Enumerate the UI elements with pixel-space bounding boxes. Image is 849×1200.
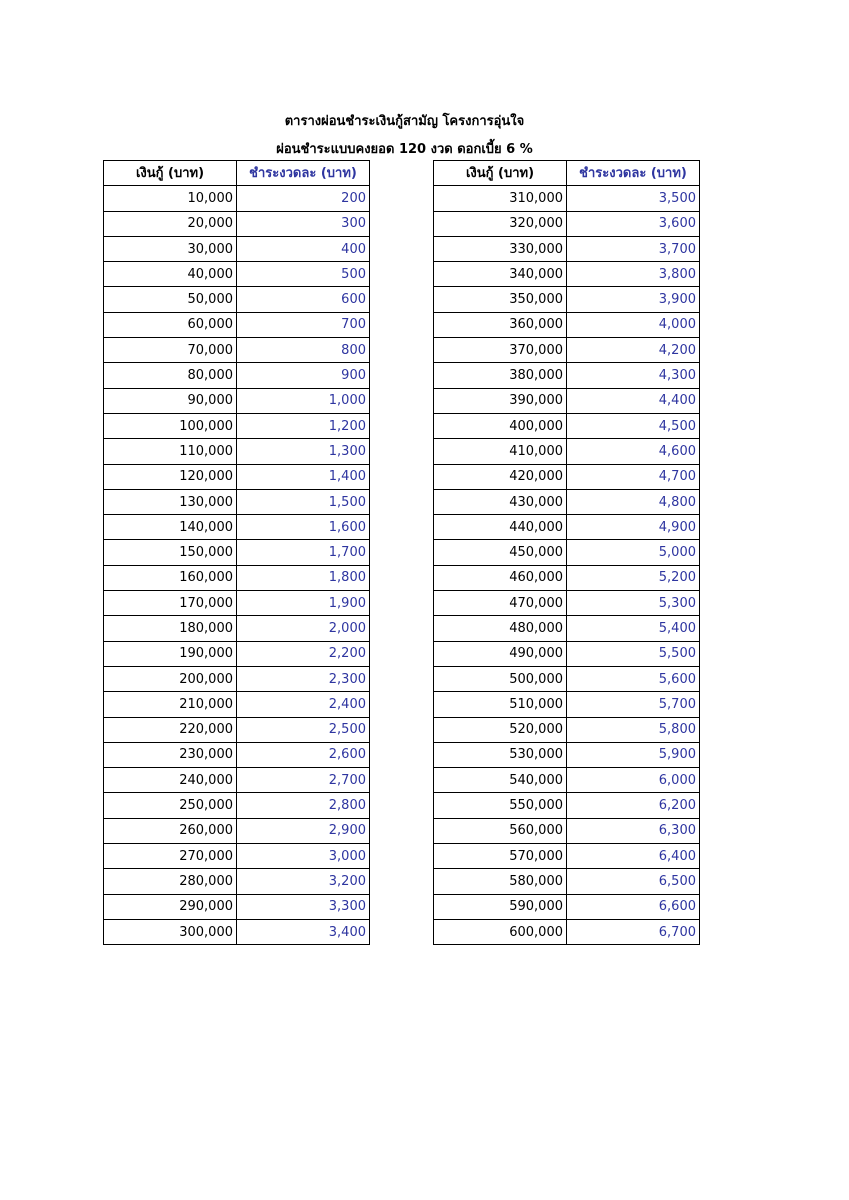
- table-row: [104, 666, 370, 691]
- table-row: [434, 641, 700, 666]
- table-row: [104, 844, 370, 869]
- installment-cell: 6,400: [567, 844, 700, 869]
- installment-cell: 5,800: [567, 717, 700, 742]
- table-row: [434, 186, 700, 211]
- table-row: [104, 363, 370, 388]
- installment-cell: 4,500: [567, 413, 700, 438]
- loan-amount-cell: 30,000: [104, 236, 237, 261]
- loan-amount-cell: 270,000: [104, 844, 237, 869]
- installment-cell: 3,900: [567, 287, 700, 312]
- loan-amount-cell: 320,000: [434, 211, 567, 236]
- table-row: [104, 464, 370, 489]
- loan-amount-cell: 450,000: [434, 540, 567, 565]
- installment-cell: 2,800: [237, 793, 370, 818]
- installment-cell: 4,800: [567, 489, 700, 514]
- loan-amount-cell: 190,000: [104, 641, 237, 666]
- loan-amount-cell: 280,000: [104, 869, 237, 894]
- loan-amount-cell: 50,000: [104, 287, 237, 312]
- loan-amount-cell: 70,000: [104, 338, 237, 363]
- loan-amount-cell: 260,000: [104, 818, 237, 843]
- table-row: [434, 591, 700, 616]
- loan-amount-cell: 80,000: [104, 363, 237, 388]
- installment-cell: 1,900: [237, 591, 370, 616]
- loan-amount-cell: 170,000: [104, 591, 237, 616]
- installment-cell: 1,300: [237, 439, 370, 464]
- payment-table-right: [433, 160, 700, 945]
- loan-amount-cell: 200,000: [104, 666, 237, 691]
- installment-cell: 2,900: [237, 818, 370, 843]
- installment-cell: 4,000: [567, 312, 700, 337]
- installment-cell: 3,300: [237, 894, 370, 919]
- loan-amount-cell: 230,000: [104, 742, 237, 767]
- installment-cell: 2,200: [237, 641, 370, 666]
- loan-amount-cell: 400,000: [434, 413, 567, 438]
- loan-amount-cell: 480,000: [434, 616, 567, 641]
- installment-cell: 2,600: [237, 742, 370, 767]
- installment-cell: 5,700: [567, 692, 700, 717]
- installment-cell: 3,200: [237, 869, 370, 894]
- table-row: [104, 287, 370, 312]
- loan-amount-cell: 560,000: [434, 818, 567, 843]
- table-row: [104, 869, 370, 894]
- installment-cell: 1,400: [237, 464, 370, 489]
- table-row: [104, 439, 370, 464]
- installment-cell: 3,700: [567, 236, 700, 261]
- table-body: [434, 186, 700, 945]
- table-row: [104, 793, 370, 818]
- table-row: [434, 413, 700, 438]
- installment-cell: 1,200: [237, 413, 370, 438]
- table-row: [104, 591, 370, 616]
- loan-amount-cell: 600,000: [434, 919, 567, 944]
- table-row: [434, 338, 700, 363]
- loan-amount-cell: 240,000: [104, 768, 237, 793]
- page-subtitle: ผ่อนชำระแบบคงยอด 120 งวด ดอกเบี้ย 6 %: [276, 142, 533, 157]
- installment-cell: 4,200: [567, 338, 700, 363]
- loan-amount-cell: 310,000: [434, 186, 567, 211]
- loan-amount-cell: 350,000: [434, 287, 567, 312]
- header-row: [104, 161, 370, 186]
- loan-amount-cell: 110,000: [104, 439, 237, 464]
- loan-amount-cell: 490,000: [434, 641, 567, 666]
- table-row: [104, 616, 370, 641]
- table-row: [434, 565, 700, 590]
- table-row: [434, 515, 700, 540]
- installment-cell: 6,200: [567, 793, 700, 818]
- table-body: [104, 186, 370, 945]
- loan-amount-cell: 580,000: [434, 869, 567, 894]
- loan-amount-cell: 410,000: [434, 439, 567, 464]
- table-row: [104, 262, 370, 287]
- loan-amount-cell: 550,000: [434, 793, 567, 818]
- loan-amount-cell: 540,000: [434, 768, 567, 793]
- installment-cell: 3,800: [567, 262, 700, 287]
- table-row: [434, 489, 700, 514]
- table-row: [434, 262, 700, 287]
- table-row: [104, 312, 370, 337]
- installment-cell: 4,400: [567, 388, 700, 413]
- loan-amount-cell: 340,000: [434, 262, 567, 287]
- table-row: [104, 489, 370, 514]
- loan-amount-cell: 440,000: [434, 515, 567, 540]
- table-row: [104, 641, 370, 666]
- installment-cell: 900: [237, 363, 370, 388]
- header-row: [434, 161, 700, 186]
- loan-amount-cell: 220,000: [104, 717, 237, 742]
- loan-amount-cell: 130,000: [104, 489, 237, 514]
- table-row: [434, 388, 700, 413]
- table-row: [434, 768, 700, 793]
- installment-cell: 5,000: [567, 540, 700, 565]
- table-row: [104, 515, 370, 540]
- loan-amount-cell: 460,000: [434, 565, 567, 590]
- installment-cell: 4,700: [567, 464, 700, 489]
- loan-amount-cell: 150,000: [104, 540, 237, 565]
- table-row: [434, 540, 700, 565]
- loan-amount-cell: 10,000: [104, 186, 237, 211]
- table-row: [104, 717, 370, 742]
- loan-amount-cell: 500,000: [434, 666, 567, 691]
- installment-cell: 3,000: [237, 844, 370, 869]
- installment-cell: 6,000: [567, 768, 700, 793]
- table-row: [104, 768, 370, 793]
- table-row: [104, 388, 370, 413]
- installment-cell: 200: [237, 186, 370, 211]
- loan-amount-cell: 100,000: [104, 413, 237, 438]
- table-row: [104, 186, 370, 211]
- installment-cell: 700: [237, 312, 370, 337]
- table-row: [104, 540, 370, 565]
- table-row: [104, 692, 370, 717]
- loan-amount-cell: 430,000: [434, 489, 567, 514]
- page-title: ตารางผ่อนชำระเงินกู้สามัญ โครงการอุ่นใจ: [284, 114, 525, 129]
- installment-cell: 400: [237, 236, 370, 261]
- table-row: [104, 211, 370, 236]
- table-row: [104, 919, 370, 944]
- table-row: [434, 312, 700, 337]
- installment-cell: 4,300: [567, 363, 700, 388]
- table-row: [434, 464, 700, 489]
- installment-cell: 5,500: [567, 641, 700, 666]
- table-row: [104, 338, 370, 363]
- installment-cell: 1,600: [237, 515, 370, 540]
- loan-amount-cell: 180,000: [104, 616, 237, 641]
- table-row: [434, 894, 700, 919]
- table-row: [434, 211, 700, 236]
- installment-cell: 2,500: [237, 717, 370, 742]
- loan-amount-cell: 380,000: [434, 363, 567, 388]
- table-row: [434, 818, 700, 843]
- loan-amount-cell: 160,000: [104, 565, 237, 590]
- installment-cell: 6,700: [567, 919, 700, 944]
- installment-cell: 5,300: [567, 591, 700, 616]
- loan-amount-cell: 530,000: [434, 742, 567, 767]
- table-row: [434, 616, 700, 641]
- loan-amount-cell: 90,000: [104, 388, 237, 413]
- installment-cell: 800: [237, 338, 370, 363]
- loan-amount-cell: 370,000: [434, 338, 567, 363]
- installment-cell: 3,600: [567, 211, 700, 236]
- table-row: [104, 742, 370, 767]
- loan-amount-header: เงินกู้ (บาท): [104, 161, 237, 186]
- table-row: [434, 919, 700, 944]
- loan-amount-cell: 140,000: [104, 515, 237, 540]
- table-row: [104, 565, 370, 590]
- table-row: [434, 363, 700, 388]
- installment-cell: 3,500: [567, 186, 700, 211]
- loan-amount-cell: 510,000: [434, 692, 567, 717]
- table-row: [434, 717, 700, 742]
- loan-amount-cell: 60,000: [104, 312, 237, 337]
- table-row: [434, 793, 700, 818]
- loan-amount-cell: 300,000: [104, 919, 237, 944]
- loan-amount-cell: 250,000: [104, 793, 237, 818]
- installment-cell: 4,900: [567, 515, 700, 540]
- loan-amount-cell: 570,000: [434, 844, 567, 869]
- payment-table-left: [103, 160, 370, 945]
- installment-cell: 300: [237, 211, 370, 236]
- installment-cell: 2,300: [237, 666, 370, 691]
- table-row: [434, 236, 700, 261]
- loan-amount-cell: 330,000: [434, 236, 567, 261]
- table-row: [434, 844, 700, 869]
- installment-cell: 2,700: [237, 768, 370, 793]
- table-row: [434, 692, 700, 717]
- installment-cell: 5,200: [567, 565, 700, 590]
- installment-cell: 1,700: [237, 540, 370, 565]
- loan-amount-cell: 120,000: [104, 464, 237, 489]
- installment-cell: 5,600: [567, 666, 700, 691]
- installment-cell: 1,800: [237, 565, 370, 590]
- table-row: [434, 869, 700, 894]
- table-row: [104, 236, 370, 261]
- loan-amount-cell: 470,000: [434, 591, 567, 616]
- installment-cell: 1,500: [237, 489, 370, 514]
- loan-amount-cell: 520,000: [434, 717, 567, 742]
- loan-amount-cell: 210,000: [104, 692, 237, 717]
- installment-cell: 3,400: [237, 919, 370, 944]
- table-row: [434, 742, 700, 767]
- loan-amount-cell: 290,000: [104, 894, 237, 919]
- loan-amount-cell: 40,000: [104, 262, 237, 287]
- table-row: [434, 439, 700, 464]
- table-row: [104, 894, 370, 919]
- installment-cell: 5,900: [567, 742, 700, 767]
- installment-header: ชำระงวดละ (บาท): [567, 161, 700, 186]
- installment-cell: 4,600: [567, 439, 700, 464]
- installment-cell: 6,500: [567, 869, 700, 894]
- table-row: [104, 818, 370, 843]
- loan-amount-header: เงินกู้ (บาท): [434, 161, 567, 186]
- installment-cell: 2,000: [237, 616, 370, 641]
- installment-cell: 1,000: [237, 388, 370, 413]
- loan-amount-cell: 390,000: [434, 388, 567, 413]
- loan-amount-cell: 20,000: [104, 211, 237, 236]
- table-row: [434, 287, 700, 312]
- loan-amount-cell: 360,000: [434, 312, 567, 337]
- installment-cell: 5,400: [567, 616, 700, 641]
- installment-cell: 500: [237, 262, 370, 287]
- installment-header: ชำระงวดละ (บาท): [237, 161, 370, 186]
- table-row: [434, 666, 700, 691]
- installment-cell: 600: [237, 287, 370, 312]
- installment-cell: 2,400: [237, 692, 370, 717]
- installment-cell: 6,600: [567, 894, 700, 919]
- table-row: [104, 413, 370, 438]
- loan-amount-cell: 420,000: [434, 464, 567, 489]
- installment-cell: 6,300: [567, 818, 700, 843]
- loan-amount-cell: 590,000: [434, 894, 567, 919]
